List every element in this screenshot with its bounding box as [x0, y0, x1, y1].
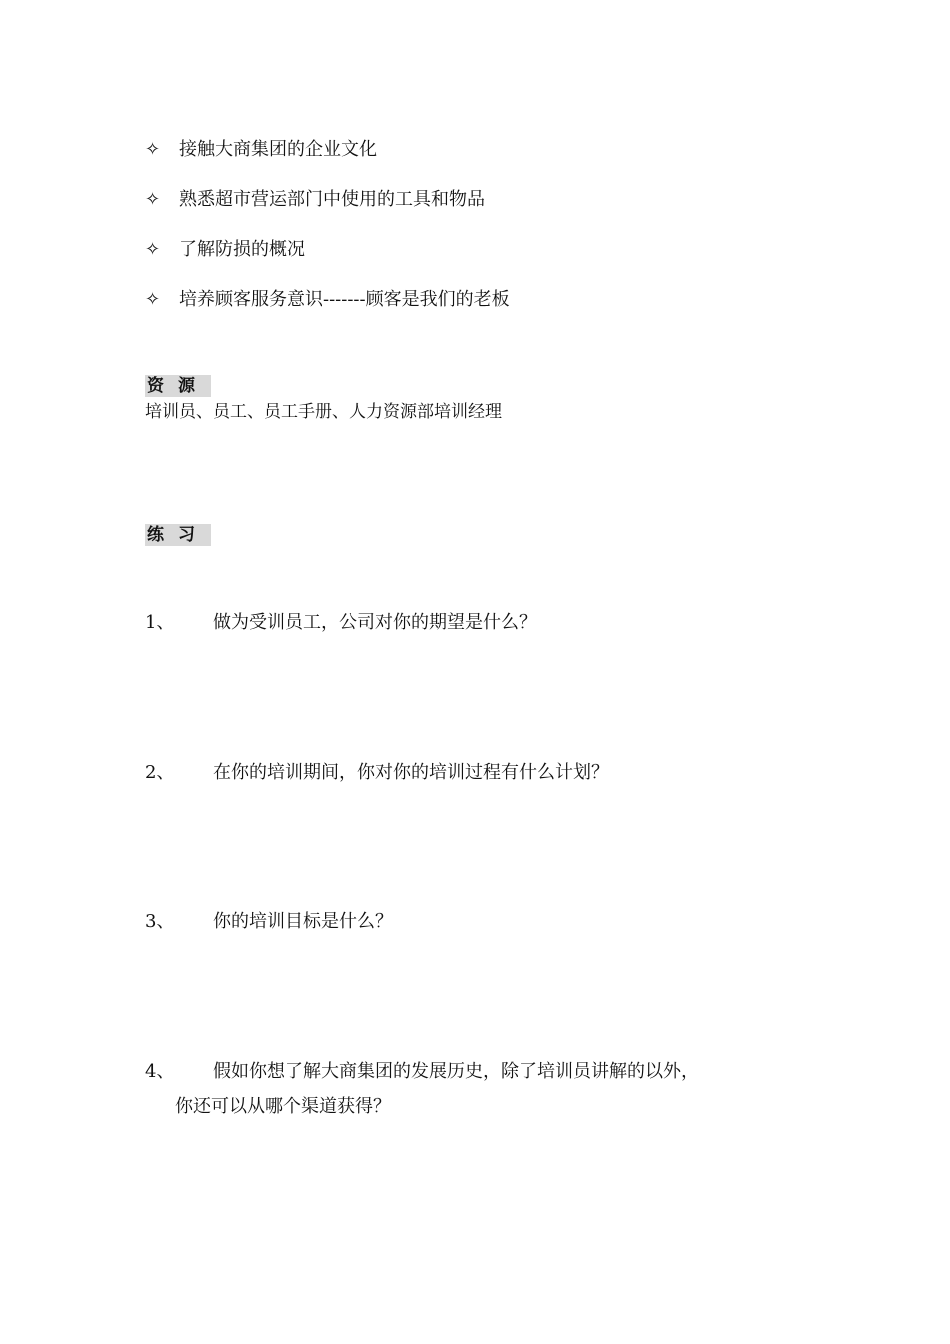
question-text: 做为受训员工，公司对你的期望是什么？ — [213, 612, 537, 633]
exercise-heading: 练习 — [147, 525, 209, 545]
list-item — [145, 287, 510, 337]
question-number: 1、 — [145, 612, 175, 633]
four-pointed-star-icon: ✧ — [145, 139, 161, 160]
list-item — [145, 187, 510, 237]
question-text: 你的培训目标是什么？ — [213, 911, 393, 932]
question-number: 2、 — [145, 762, 175, 783]
list-item-text: 培养顾客服务意识-------顾客是我们的老板 — [179, 289, 510, 310]
exercise-question-3 — [145, 909, 393, 935]
question-text: 假如你想了解大商集团的发展历史，除了培训员讲解的以外， — [213, 1061, 699, 1082]
list-item — [145, 137, 510, 187]
list-item-text: 接触大商集团的企业文化 — [179, 139, 377, 160]
four-pointed-star-icon: ✧ — [145, 189, 161, 210]
question-number: 3、 — [145, 911, 175, 932]
resources-heading: 资源 — [147, 376, 209, 396]
list-item — [145, 237, 510, 287]
resources-text: 培训员、员工、员工手册、人力资源部培训经理 — [145, 402, 502, 422]
four-pointed-star-icon: ✧ — [145, 289, 161, 310]
question-text-continuation: 你还可以从哪个渠道获得？ — [175, 1096, 391, 1117]
objectives-list — [145, 137, 510, 337]
exercise-question-4 — [145, 1059, 699, 1120]
exercise-question-1 — [145, 610, 537, 636]
exercise-question-2 — [145, 760, 609, 786]
four-pointed-star-icon: ✧ — [145, 239, 161, 260]
list-item-text: 熟悉超市营运部门中使用的工具和物品 — [179, 189, 485, 210]
question-number: 4、 — [145, 1061, 175, 1082]
question-text: 在你的培训期间，你对你的培训过程有什么计划？ — [213, 762, 609, 783]
list-item-text: 了解防损的概况 — [179, 239, 305, 260]
